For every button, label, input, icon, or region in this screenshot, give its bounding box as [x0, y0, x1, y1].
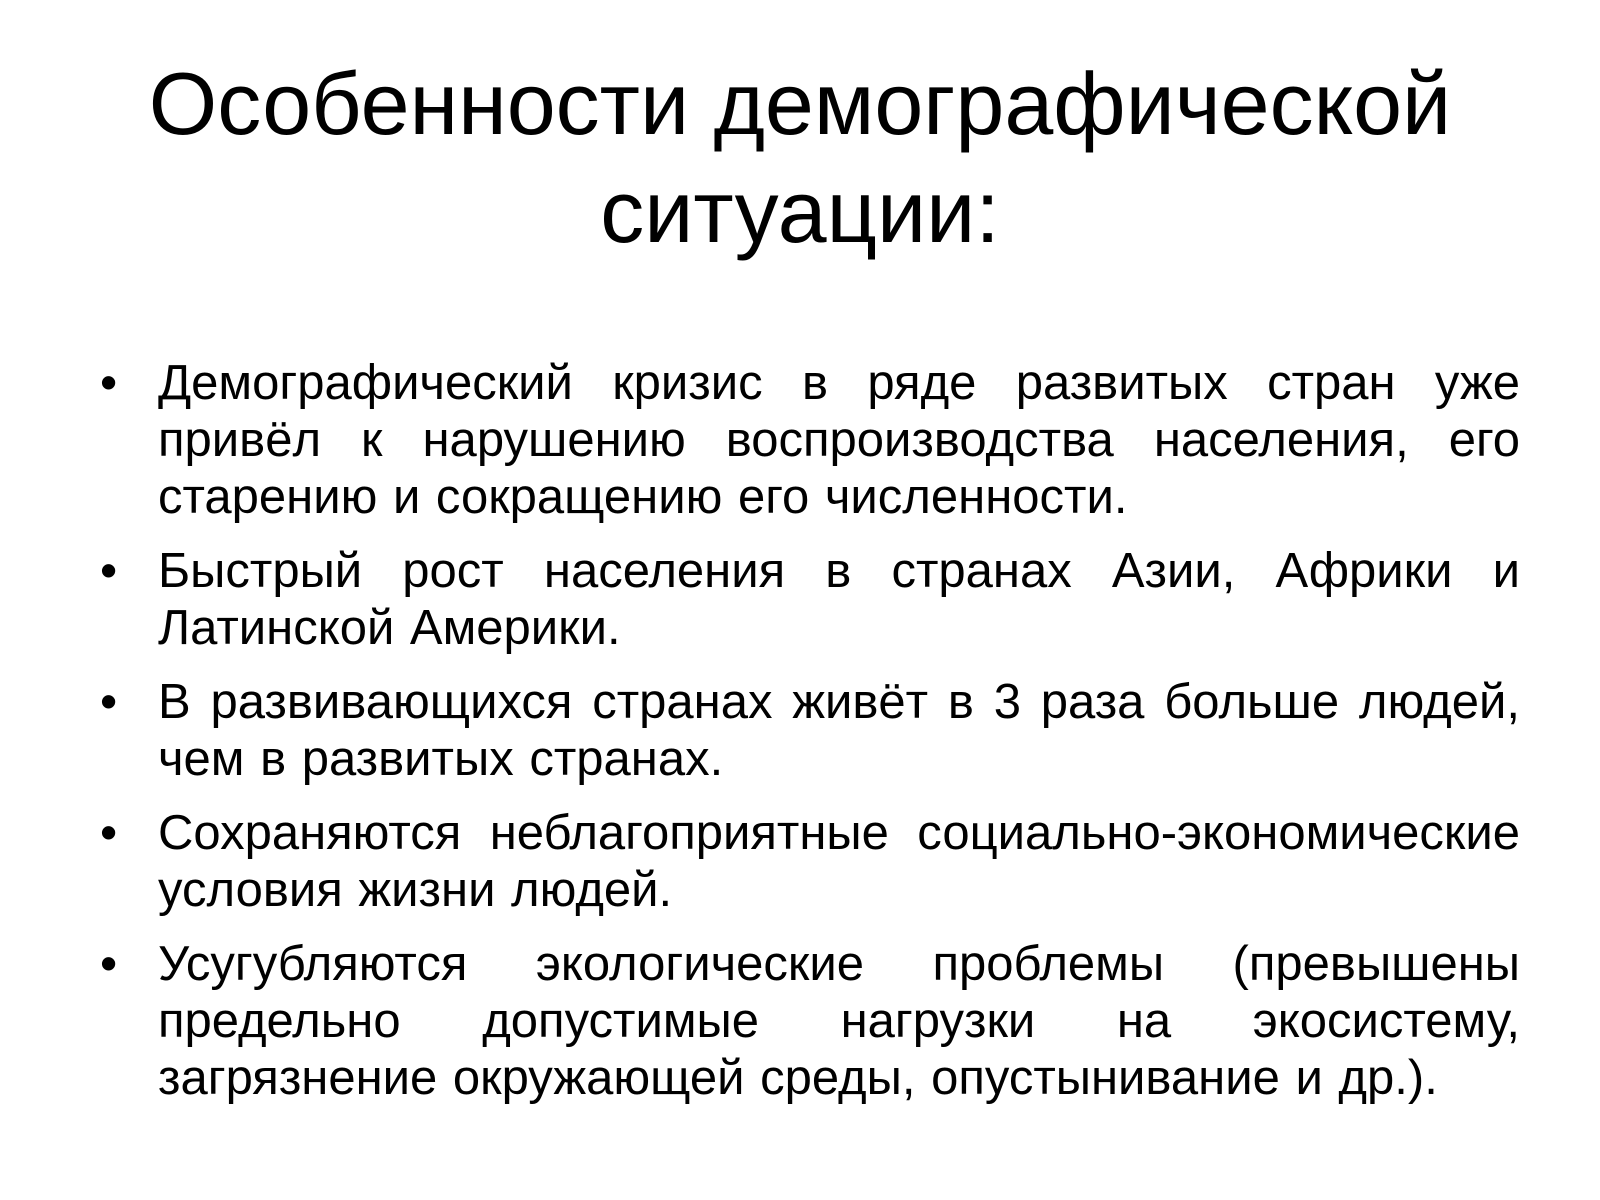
bullet-item	[100, 543, 1520, 657]
bullet-text: Быстрый рост населения в странах Азии, Африки и Латинской Америки.	[158, 544, 1520, 655]
bullet-item	[100, 936, 1520, 1107]
bullet-icon: •	[100, 806, 118, 860]
bullet-text: Демографический кризис в ряде развитых стран уже привёл к нарушению воспроизводства населения, его старению и сокращению его численности.	[158, 356, 1520, 524]
bullet-icon: •	[100, 544, 118, 598]
bullet-item	[100, 805, 1520, 919]
bullet-icon: •	[100, 356, 118, 410]
bullet-item	[100, 674, 1520, 788]
bullet-item	[100, 355, 1520, 526]
slide-title: Особенности демографической ситуации:	[148, 54, 1452, 261]
bullet-text: Усугубляются экологические проблемы (превышены предельно допустимые нагрузки на экосистему, загрязнение окружающей среды, опустынивание и др.).	[158, 937, 1520, 1105]
bullet-icon: •	[100, 675, 118, 729]
bullet-list	[100, 355, 1520, 1124]
bullet-icon: •	[100, 937, 118, 991]
bullet-text: В развивающихся странах живёт в 3 раза больше людей, чем в развитых странах.	[158, 675, 1520, 786]
bullet-text: Сохраняются неблагоприятные социально-экономические условия жизни людей.	[158, 806, 1520, 917]
